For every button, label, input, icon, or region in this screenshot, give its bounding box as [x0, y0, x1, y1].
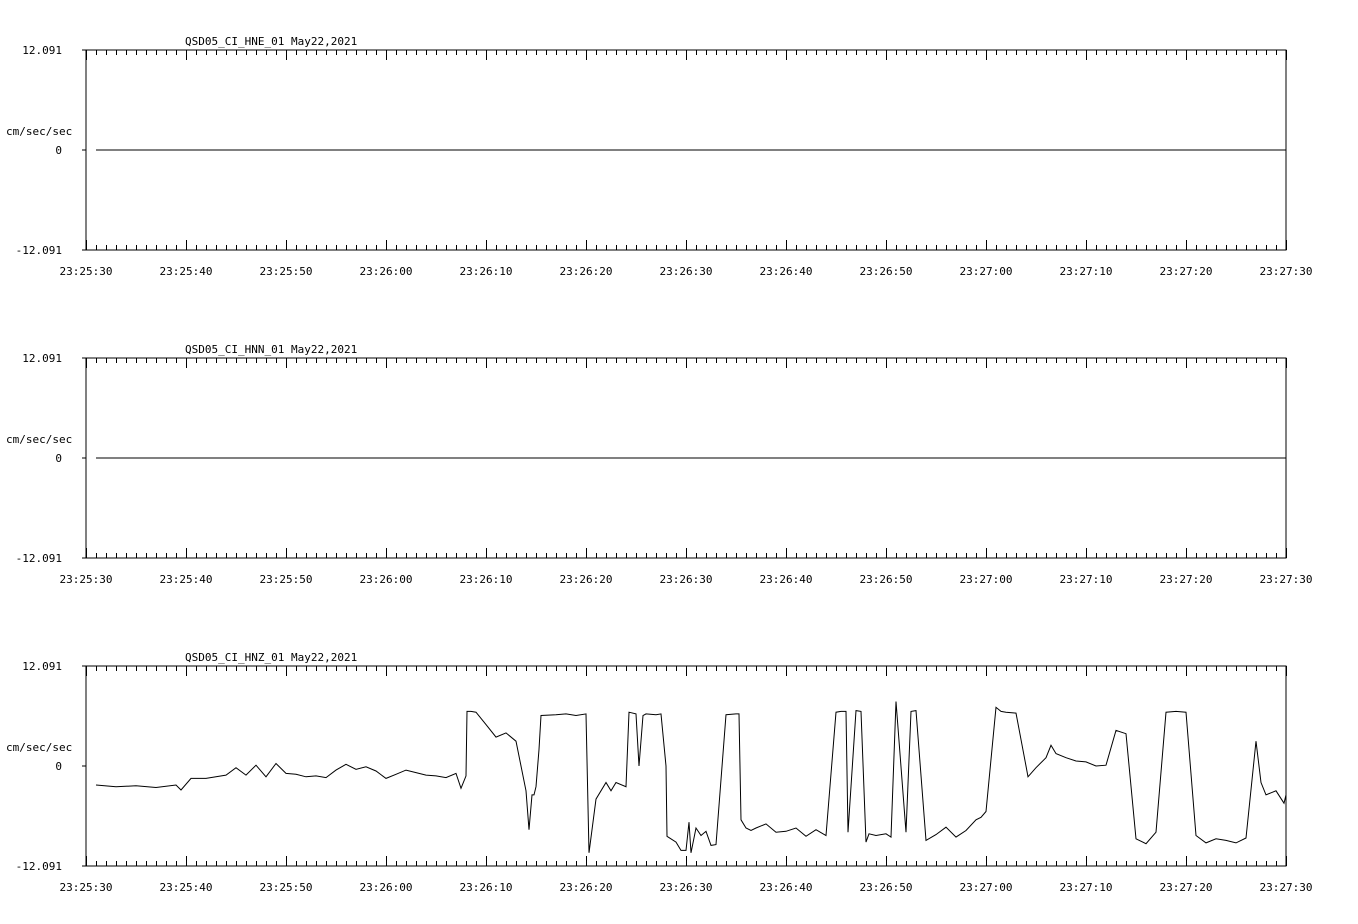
x-tick-label: 23:27:20: [1159, 573, 1213, 586]
chart-title: QSD05_CI_HNN_01 May22,2021: [185, 343, 358, 356]
x-tick-label: 23:26:40: [759, 265, 813, 278]
x-tick-label: 23:25:40: [159, 573, 213, 586]
x-tick-label: 23:26:40: [759, 573, 813, 586]
waveform-trace: [96, 702, 1286, 853]
x-tick-label: 23:26:50: [859, 265, 913, 278]
y-tick-label: 12.091: [22, 352, 62, 365]
x-tick-label: 23:26:30: [659, 573, 713, 586]
x-tick-label: 23:25:30: [59, 265, 113, 278]
x-tick-label: 23:26:30: [659, 881, 713, 894]
y-axis-label: cm/sec/sec: [6, 741, 73, 754]
x-tick-label: 23:25:50: [259, 573, 313, 586]
y-tick-label: 12.091: [22, 660, 62, 673]
y-tick-label: 12.091: [22, 44, 62, 57]
x-tick-label: 23:27:30: [1259, 265, 1313, 278]
chart-title: QSD05_CI_HNE_01 May22,2021: [185, 35, 358, 48]
x-tick-label: 23:27:30: [1259, 573, 1313, 586]
x-tick-label: 23:27:20: [1159, 881, 1213, 894]
chart-panel: [6, 343, 1312, 586]
x-tick-label: 23:27:10: [1059, 265, 1113, 278]
x-tick-label: 23:27:00: [959, 265, 1013, 278]
x-tick-label: 23:26:10: [459, 573, 513, 586]
x-tick-label: 23:27:20: [1159, 265, 1213, 278]
y-axis-label: cm/sec/sec: [6, 433, 73, 446]
x-tick-label: 23:26:00: [359, 573, 413, 586]
x-tick-label: 23:26:00: [359, 881, 413, 894]
chart-panel: [6, 651, 1312, 894]
x-tick-label: 23:26:10: [459, 265, 513, 278]
x-tick-label: 23:26:10: [459, 881, 513, 894]
x-tick-label: 23:25:30: [59, 573, 113, 586]
y-axis-label: cm/sec/sec: [6, 125, 73, 138]
x-tick-label: 23:26:20: [559, 573, 613, 586]
y-tick-label: -12.091: [15, 244, 62, 257]
x-tick-label: 23:26:20: [559, 881, 613, 894]
x-tick-label: 23:27:30: [1259, 881, 1313, 894]
y-tick-label: 0: [55, 760, 62, 773]
chart-title: QSD05_CI_HNZ_01 May22,2021: [185, 651, 358, 664]
plot-frame: [86, 666, 1286, 866]
y-tick-label: -12.091: [15, 552, 62, 565]
y-tick-label: -12.091: [15, 860, 62, 873]
x-tick-label: 23:27:00: [959, 881, 1013, 894]
x-tick-label: 23:26:50: [859, 573, 913, 586]
x-tick-label: 23:26:40: [759, 881, 813, 894]
x-tick-label: 23:25:40: [159, 265, 213, 278]
chart-panel: [6, 35, 1312, 278]
x-tick-label: 23:25:50: [259, 881, 313, 894]
x-tick-label: 23:26:20: [559, 265, 613, 278]
x-tick-label: 23:27:00: [959, 573, 1013, 586]
x-tick-label: 23:25:50: [259, 265, 313, 278]
x-tick-label: 23:26:00: [359, 265, 413, 278]
x-tick-label: 23:27:10: [1059, 573, 1113, 586]
x-tick-label: 23:26:30: [659, 265, 713, 278]
x-tick-label: 23:26:50: [859, 881, 913, 894]
y-tick-label: 0: [55, 144, 62, 157]
x-tick-label: 23:25:30: [59, 881, 113, 894]
x-tick-label: 23:27:10: [1059, 881, 1113, 894]
x-tick-label: 23:25:40: [159, 881, 213, 894]
y-tick-label: 0: [55, 452, 62, 465]
